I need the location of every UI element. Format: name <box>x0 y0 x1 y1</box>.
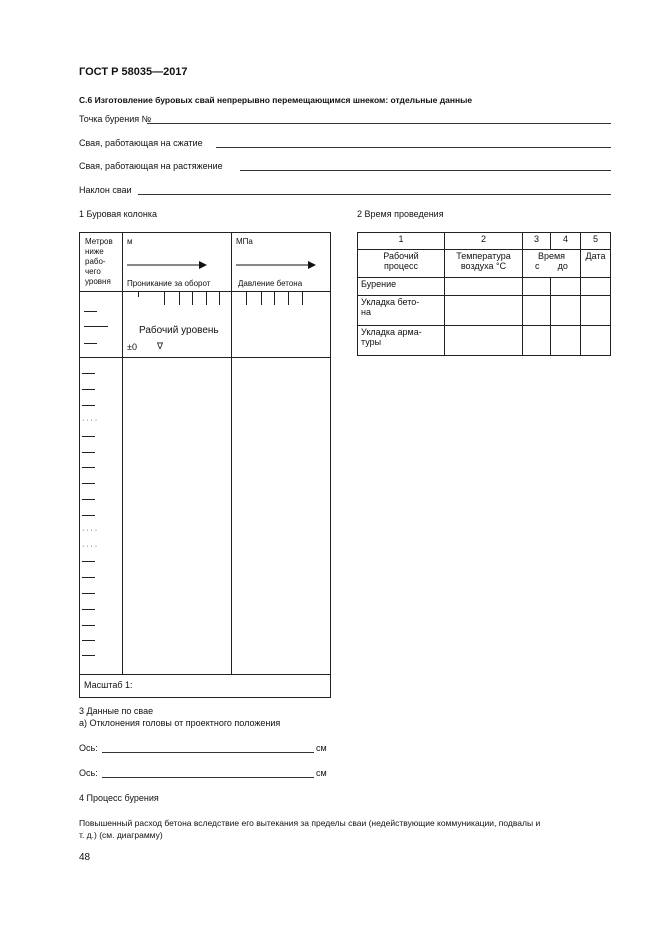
col3-label: Давление бетона <box>238 279 303 288</box>
depth-mark <box>82 373 95 374</box>
depth-mark <box>82 625 95 626</box>
depth-mark <box>82 655 95 656</box>
col-number: 3 <box>523 233 551 250</box>
scale-tick <box>246 291 247 305</box>
depth-mark <box>82 467 95 468</box>
cell-time-to[interactable] <box>551 296 581 326</box>
depth-mark <box>82 436 95 437</box>
pile-data-subtitle: а) Отклонения головы от проектного положения <box>79 718 281 728</box>
depth-mark <box>82 609 95 610</box>
drilling-process-title: 4 Процесс бурения <box>79 793 159 803</box>
col-number: 4 <box>551 233 581 250</box>
scale-tick <box>274 291 275 305</box>
header-line: Рабочий <box>383 251 419 261</box>
depth-mark <box>82 483 95 484</box>
cell-temperature[interactable] <box>445 278 523 296</box>
row-label <box>358 296 445 326</box>
work-level-rule <box>80 357 330 358</box>
row-label <box>358 278 445 296</box>
header-line: Температура <box>456 251 511 261</box>
col1-header-line: чего <box>85 267 101 276</box>
header-time <box>523 250 581 278</box>
depth-dots: · · · · <box>82 543 98 550</box>
field-underline <box>138 194 611 195</box>
standard-code: ГОСТ Р 58035—2017 <box>79 66 188 78</box>
col-divider <box>122 233 123 675</box>
drilling-column-table <box>79 232 331 698</box>
arrow-right-icon <box>127 260 207 270</box>
col2-unit: м <box>127 237 133 246</box>
depth-mark <box>84 311 97 312</box>
depth-mark <box>82 389 95 390</box>
row-label <box>358 326 445 356</box>
depth-mark <box>82 593 95 594</box>
col1-header-line: Метров <box>85 237 113 246</box>
scale-tick <box>302 291 303 305</box>
work-level-label: Рабочий уровень <box>139 325 219 336</box>
row-label-line: туры <box>361 337 382 347</box>
scale-tick <box>192 291 193 305</box>
page-number: 48 <box>79 852 91 863</box>
scale-tick <box>206 291 207 305</box>
col1-header-line: рабо- <box>85 257 106 266</box>
time-table <box>357 232 611 356</box>
col2-label: Проникание за оборот <box>127 279 211 288</box>
cell-time-to[interactable] <box>551 326 581 356</box>
header-rule <box>80 291 330 292</box>
axis-underline <box>102 752 314 753</box>
cell-temperature[interactable] <box>445 296 523 326</box>
scale-tick <box>179 291 180 305</box>
cell-temperature[interactable] <box>445 326 523 356</box>
field-label: Свая, работающая на сжатие <box>79 138 203 148</box>
scale-label: Масштаб 1: <box>84 680 133 690</box>
axis-unit: см <box>316 743 327 753</box>
field-underline <box>216 147 611 148</box>
row-label-line: Укладка арма- <box>361 327 422 337</box>
header-line: процесс <box>384 261 418 271</box>
depth-mark <box>82 405 95 406</box>
section-title: С.6 Изготовление буровых свай непрерывно перемещающимся шнеком: отдельные данные <box>79 95 473 105</box>
col-number: 2 <box>445 233 523 250</box>
drilling-process-text: Повышенный расход бетона вследствие его вытекания за пределы сваи (недействующие коммуникации, подвалы и <box>79 818 541 828</box>
col1-header-line: уровня <box>85 277 111 286</box>
depth-mark <box>82 640 95 641</box>
cell-time-to[interactable] <box>551 278 581 296</box>
header-date: Дата <box>581 250 611 278</box>
col3-unit: МПа <box>236 237 253 246</box>
field-underline <box>240 170 611 171</box>
zero-label: ±0 <box>127 342 137 352</box>
header-temperature <box>445 250 523 278</box>
field-label: Наклон сваи <box>79 185 132 195</box>
axis-underline <box>102 777 314 778</box>
axis-unit: см <box>316 768 327 778</box>
depth-mark <box>82 452 95 453</box>
pile-data-title: 3 Данные по свае <box>79 706 154 716</box>
drilling-column-title: 1 Буровая колонка <box>79 209 157 219</box>
row-label-line: Укладка бето- <box>361 297 420 307</box>
cell-time-from[interactable] <box>523 326 551 356</box>
col-number: 1 <box>358 233 445 250</box>
scale-tick <box>288 291 289 305</box>
header-line: воздуха °С <box>460 261 507 271</box>
depth-mark <box>82 577 95 578</box>
axis-label: Ось: <box>79 768 98 778</box>
drilling-process-text: т. д.) (см. диаграмму) <box>79 830 163 840</box>
header-line: Время <box>537 251 566 261</box>
arrow-right-icon <box>236 260 316 270</box>
scale-rule <box>80 674 330 675</box>
col-divider <box>231 233 232 675</box>
axis-label: Ось: <box>79 743 98 753</box>
header-process <box>358 250 445 278</box>
cell-time-from[interactable] <box>523 278 551 296</box>
zero-level-symbol: ∇ <box>157 341 164 351</box>
col-number: 5 <box>581 233 611 250</box>
header-time-from: с <box>535 261 540 271</box>
row-label-line: на <box>361 307 371 317</box>
field-label: Свая, работающая на растяжение <box>79 161 223 171</box>
field-underline <box>147 123 611 124</box>
cell-time-from[interactable] <box>523 296 551 326</box>
depth-mark <box>84 326 108 327</box>
depth-dots: · · · · <box>82 527 98 534</box>
depth-mark <box>82 499 95 500</box>
field-label: Точка бурения № <box>79 114 152 124</box>
scale-tick <box>219 291 220 305</box>
cell-date[interactable] <box>581 296 611 326</box>
scale-tick <box>138 291 139 297</box>
row-label-line: Бурение <box>361 279 397 289</box>
scale-tick <box>261 291 262 305</box>
header-time-to: до <box>557 261 568 271</box>
scale-tick <box>164 291 165 305</box>
time-title: 2 Время проведения <box>357 209 444 219</box>
depth-mark <box>84 343 97 344</box>
col1-header-line: ниже <box>85 247 104 256</box>
depth-dots: · · · · <box>82 417 98 424</box>
col1-header <box>85 237 113 287</box>
depth-mark <box>82 561 95 562</box>
cell-date[interactable] <box>581 326 611 356</box>
cell-date[interactable] <box>581 278 611 296</box>
header-time-range <box>526 261 577 271</box>
depth-mark <box>82 515 95 516</box>
